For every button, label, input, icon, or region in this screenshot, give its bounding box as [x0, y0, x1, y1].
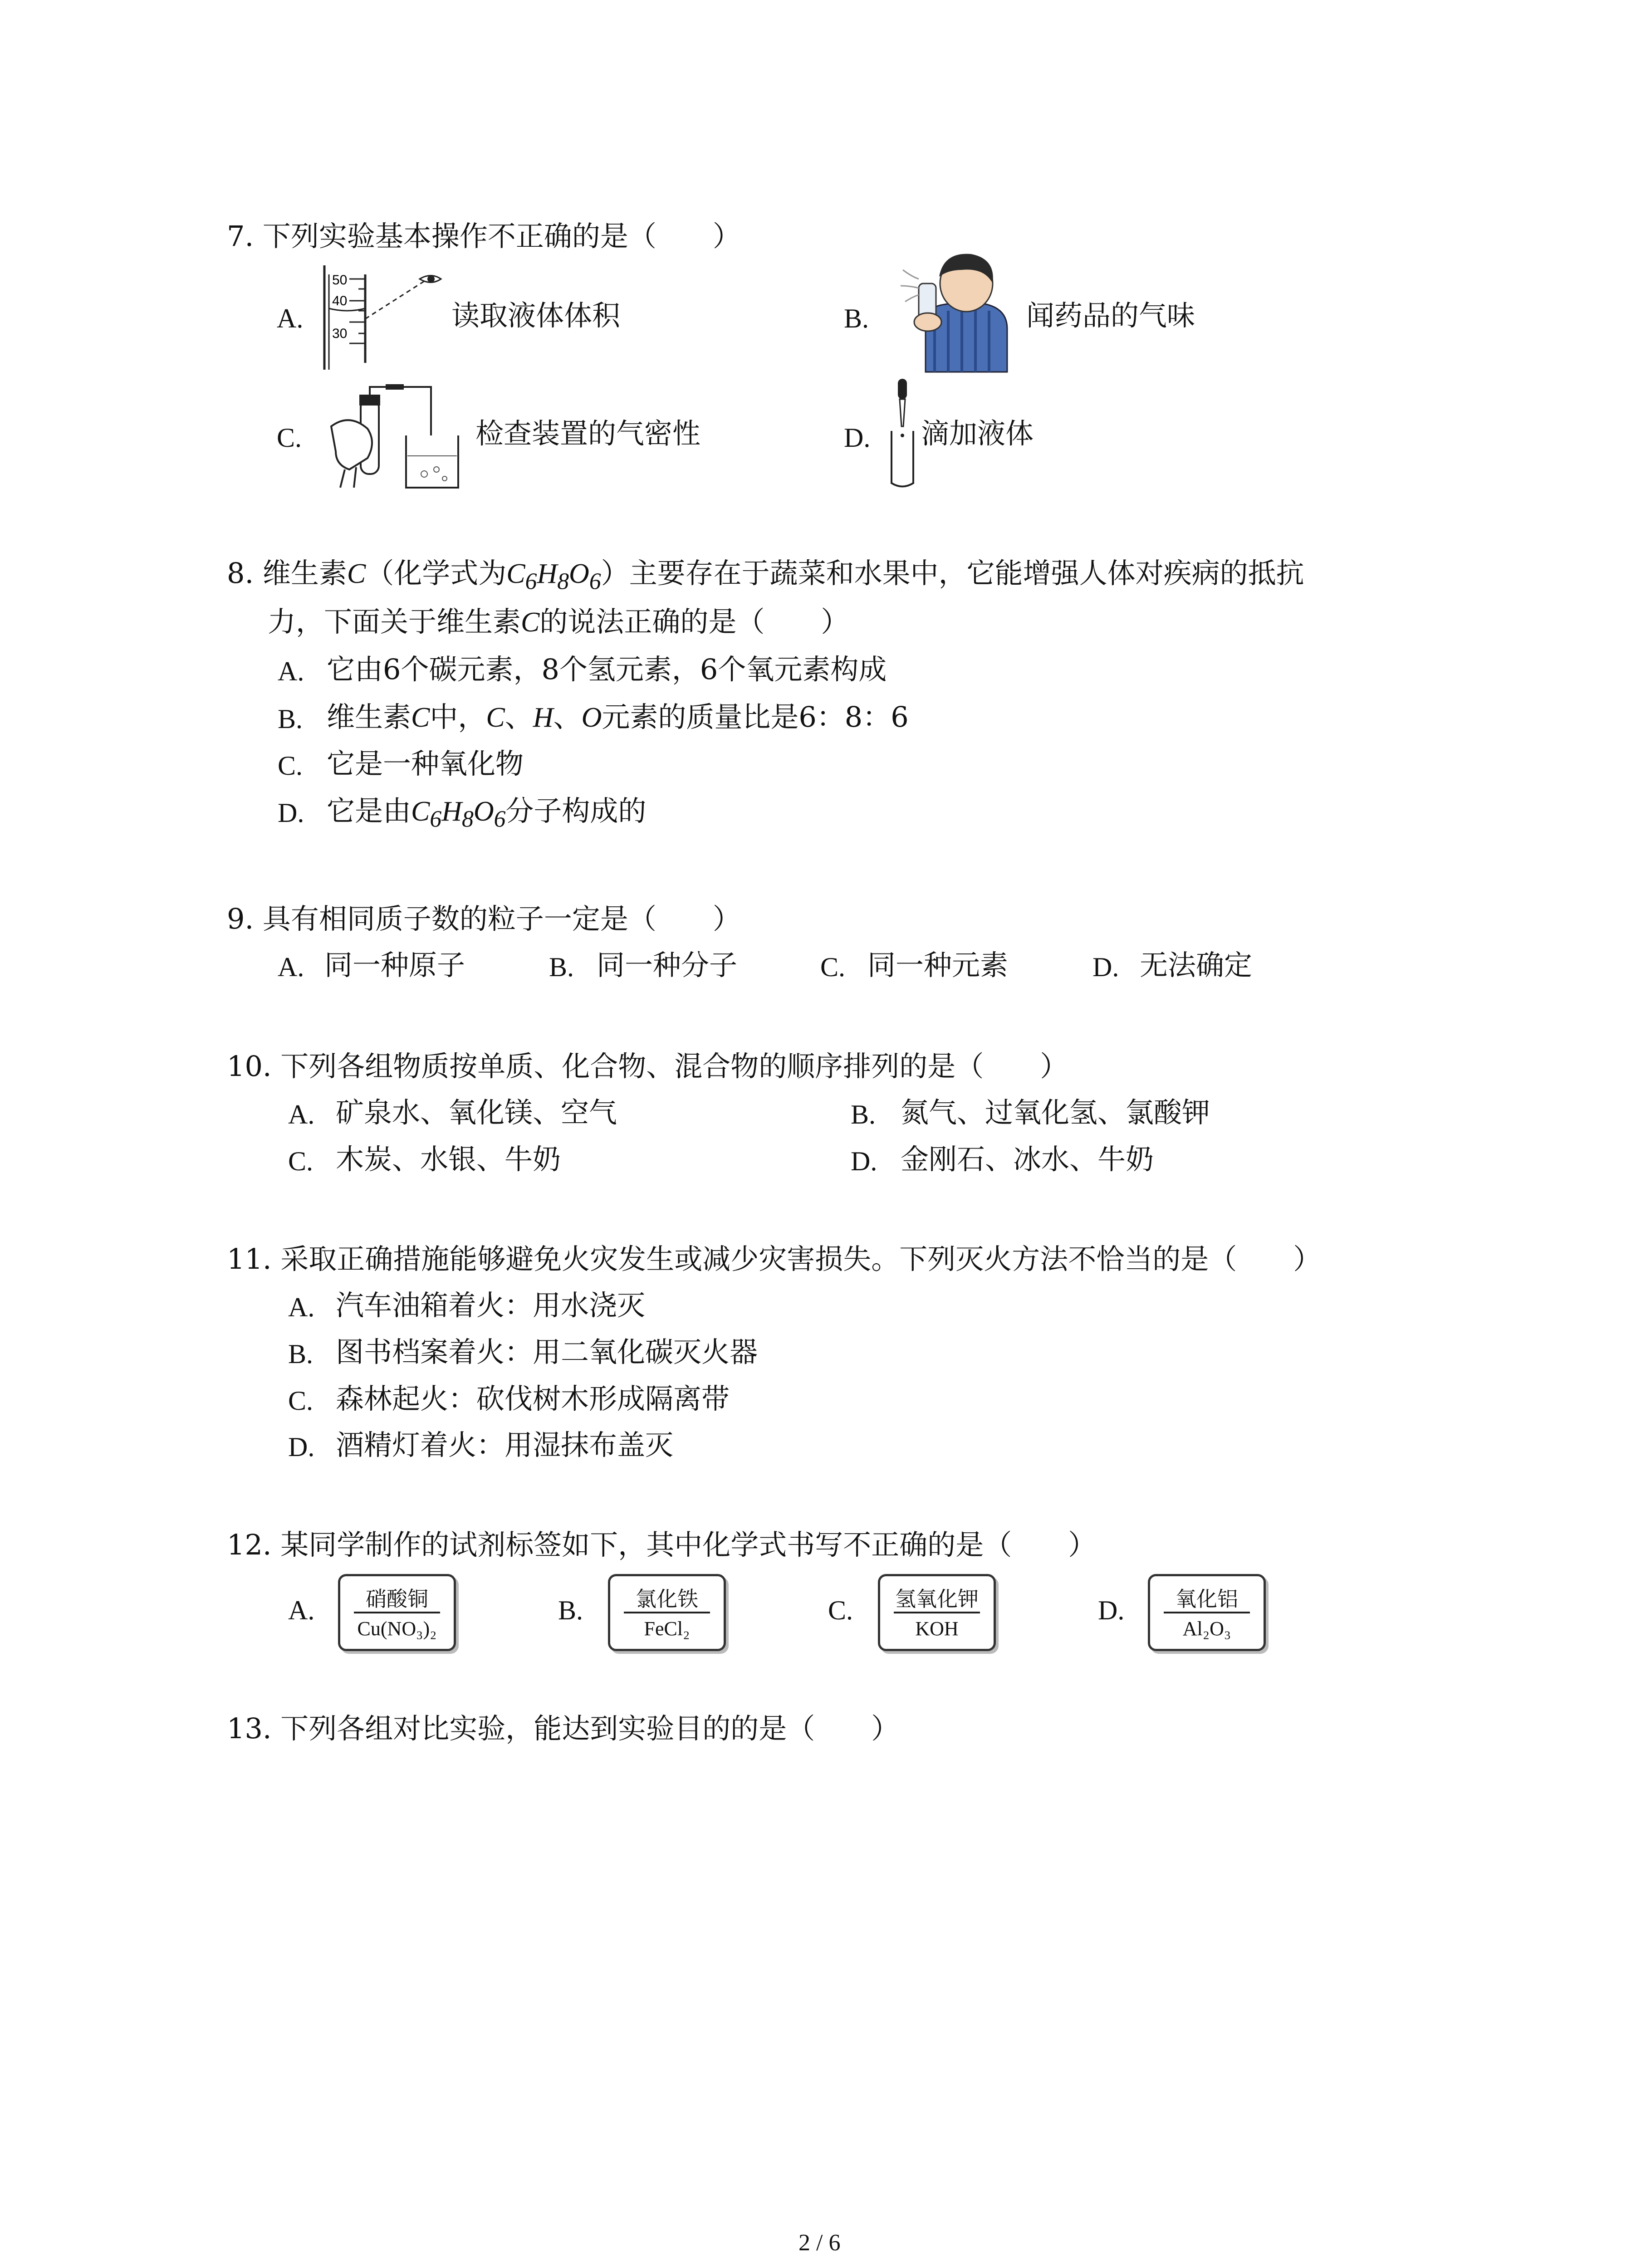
q7-option-d-letter: D.	[844, 423, 871, 453]
reagent-formula: KOH	[915, 1618, 959, 1640]
q11-option-d-text: 酒精灯着火：用湿抹布盖灭	[336, 1428, 674, 1461]
smelling-chemical-boy-figure	[894, 252, 1016, 374]
q13-stem: 13. 下列各组对比实验，能达到实验目的的是（ ）	[227, 1712, 900, 1745]
reagent-label-b	[608, 1574, 726, 1651]
q7-option-a-letter: A.	[277, 303, 304, 333]
q8-stem-c: C	[347, 558, 366, 589]
q11-option-c-text: 森林起火：砍伐树木形成隔离带	[336, 1382, 730, 1415]
q9-option-a-text: 同一种原子	[324, 948, 465, 982]
q10-option-d-text: 金刚石、冰水、牛奶	[901, 1143, 1154, 1176]
reagent-formula: FeCl₂	[644, 1618, 690, 1640]
q8-stem-mid: （化学式为	[366, 557, 507, 590]
q7-option-b-letter: B.	[844, 303, 869, 333]
q11-stem: 11. 采取正确措施能够避免火灾发生或减少灾害损失。下列灭火方法不恰当的是（ ）	[227, 1242, 1322, 1276]
q9-option-d-letter: D.	[1092, 952, 1119, 982]
q10-option-c-letter: C.	[288, 1146, 314, 1176]
q11-option-a-text: 汽车油箱着火：用水浇灭	[336, 1289, 646, 1322]
reagent-label-d	[1148, 1574, 1266, 1651]
reagent-name: 氧化铝	[1176, 1587, 1238, 1611]
q7-option-b-text: 闻药品的气味	[1026, 299, 1195, 332]
q11-option-d-letter: D.	[288, 1432, 315, 1462]
q7-stem: 7. 下列实验基本操作不正确的是（ ）	[227, 220, 741, 253]
q11-option-c-letter: C.	[288, 1386, 314, 1416]
q12-stem: 12. 某同学制作的试剂标签如下，其中化学式书写不正确的是（ ）	[227, 1528, 1097, 1561]
q8-option-a-text: 它由6个碳元素，8个氢元素，6个氧元素构成	[327, 653, 887, 686]
tick-50: 50	[332, 273, 348, 288]
airtightness-check-apparatus-figure	[318, 379, 467, 490]
q8-option-c-text: 它是一种氧化物	[327, 747, 524, 780]
q11-option-b-letter: B.	[288, 1339, 314, 1369]
reagent-name: 硝酸铜	[366, 1587, 428, 1611]
q9-option-c-text: 同一种元素	[867, 948, 1009, 982]
q7-option-a-text: 读取液体体积	[451, 299, 621, 332]
q11-option-b-text: 图书档案着火：用二氧化碳灭火器	[336, 1335, 758, 1369]
q10-option-a-letter: A.	[288, 1100, 315, 1129]
q8-stem-line2: 力，下面关于维生素C的说法正确的是（ ）	[268, 605, 849, 638]
reagent-formula: Cu(NO₃)₂	[357, 1618, 437, 1640]
q10-option-d-letter: D.	[851, 1146, 877, 1176]
q7-option-c-text: 检查装置的气密性	[475, 417, 701, 450]
reagent-label-c	[878, 1574, 996, 1651]
q8-option-a-letter: A.	[278, 656, 304, 686]
q12-option-c-letter: C.	[828, 1595, 853, 1625]
q10-option-b-text: 氮气、过氧化氢、氯酸钾	[901, 1096, 1210, 1129]
page-number: 2 / 6	[798, 2230, 841, 2256]
q7-option-d-text: 滴加液体	[921, 417, 1034, 450]
q8-stem-pre: 8. 维生素	[227, 557, 347, 590]
q8-formula: $C_6H_8O_6$	[506, 558, 601, 595]
q10-stem: 10. 下列各组物质按单质、化合物、混合物的顺序排列的是（ ）	[227, 1050, 1068, 1083]
graduated-cylinder-figure	[322, 265, 445, 370]
q12-option-a-letter: A.	[288, 1595, 315, 1625]
q8-option-c-letter: C.	[278, 751, 303, 781]
q9-option-b-letter: B.	[549, 952, 574, 982]
q11-option-a-letter: A.	[288, 1292, 315, 1322]
q9-stem: 9. 具有相同质子数的粒子一定是（ ）	[227, 902, 741, 935]
q9-option-b-text: 同一种分子	[597, 948, 738, 982]
q8-option-d-letter: D.	[278, 798, 304, 828]
q8-option-b-letter: B.	[278, 704, 303, 734]
dropper-test-tube-figure	[887, 376, 919, 490]
q12-option-d-letter: D.	[1098, 1595, 1125, 1625]
q9-option-c-letter: C.	[820, 952, 846, 982]
q9-option-d-text: 无法确定	[1140, 948, 1253, 982]
tick-40: 40	[332, 293, 348, 308]
q8-stem-post: ）主要存在于蔬菜和水果中，它能增强人体对疾病的抵抗	[601, 557, 1304, 590]
q9-option-a-letter: A.	[278, 952, 304, 982]
reagent-name: 氢氧化钾	[895, 1587, 979, 1611]
reagent-name: 氯化铁	[636, 1587, 698, 1611]
q10-option-c-text: 木炭、水银、牛奶	[336, 1143, 561, 1176]
tick-30: 30	[332, 326, 348, 341]
reagent-formula: Al₂O₃	[1182, 1618, 1231, 1640]
reagent-label-a	[338, 1574, 456, 1651]
q10-option-a-text: 矿泉水、氧化镁、空气	[336, 1096, 617, 1129]
q12-option-b-letter: B.	[558, 1595, 583, 1625]
q8-option-b-text: 维生素C中，C、H、O元素的质量比是6：8：6	[327, 700, 909, 733]
q8-option-d-text: 它是由$C_6H_8O_6$分子构成的	[327, 794, 647, 832]
q10-option-b-letter: B.	[851, 1100, 876, 1129]
q7-option-c-letter: C.	[277, 423, 302, 453]
q8-stem-line1	[227, 559, 1304, 593]
